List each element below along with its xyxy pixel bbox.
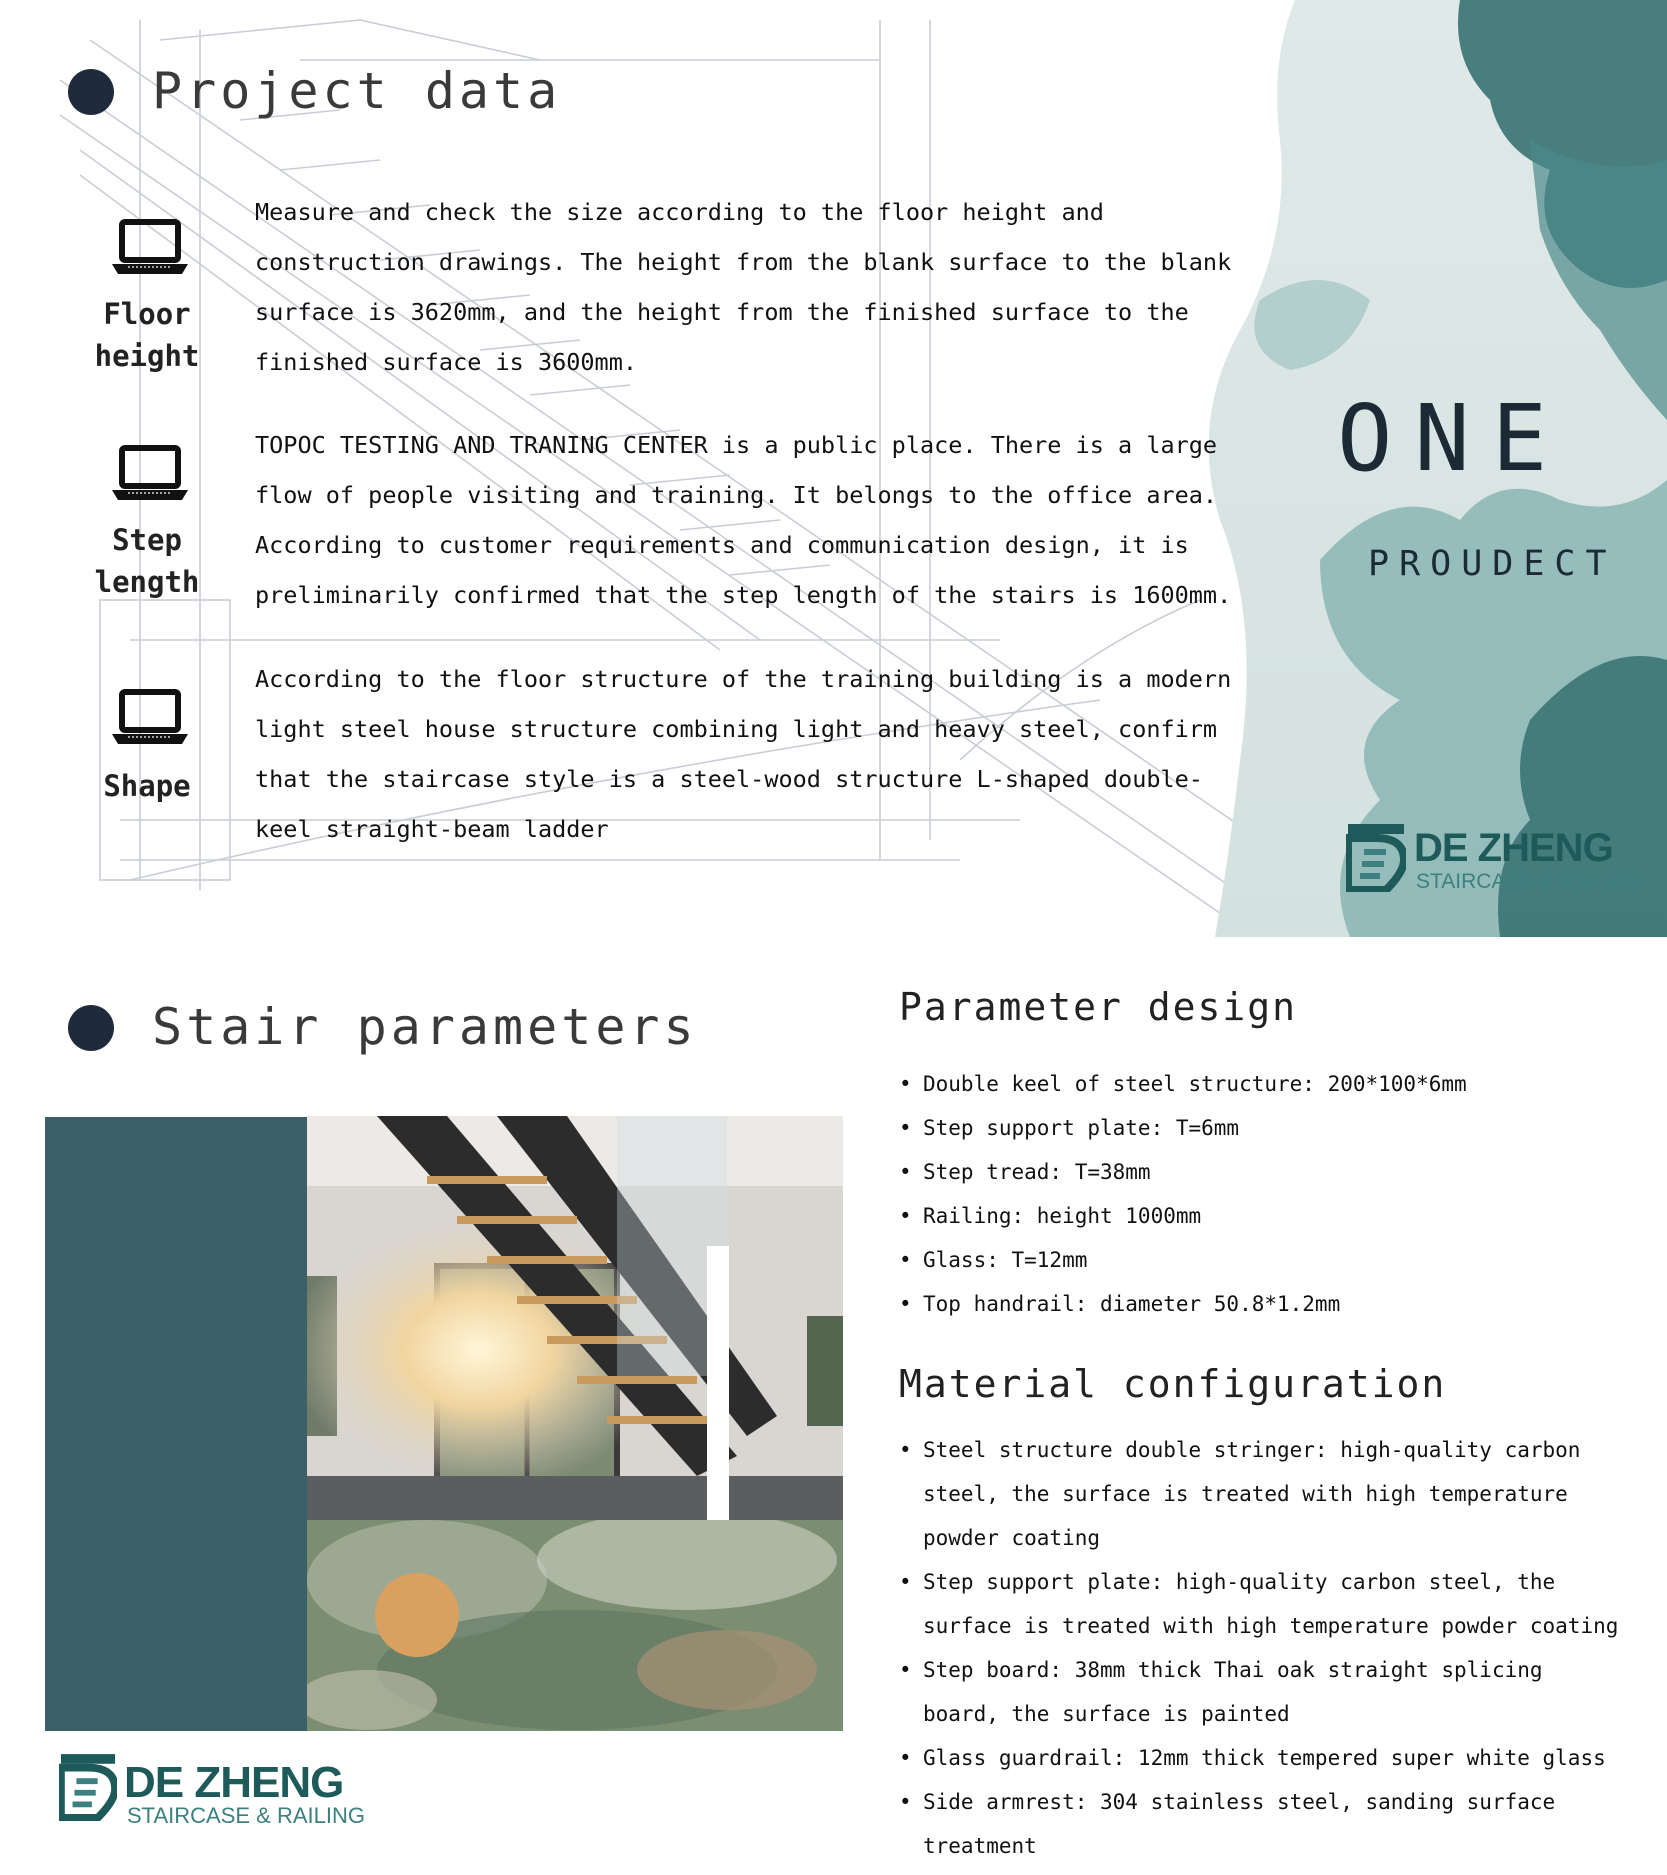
- one-word: ONE: [1337, 385, 1570, 492]
- brand-tagline-top: STAIRCASE & RAILING: [1416, 870, 1644, 893]
- parameter-design-list: [899, 1062, 1619, 1326]
- label-line: Floor: [103, 297, 191, 331]
- list-item: • Step support plate: T=6mm: [899, 1106, 1619, 1150]
- laptop-icon: [110, 444, 190, 504]
- step-length-label: [67, 519, 227, 603]
- floor-height-label: [67, 293, 227, 377]
- laptop-icon: [110, 688, 190, 748]
- list-item: • Side armrest: 304 stainless steel, sanding surface treatment: [899, 1780, 1619, 1868]
- brand-name-bottom: DE ZHENG: [124, 1758, 344, 1807]
- stair-photo: [307, 1116, 843, 1520]
- material-configuration-heading: Material configuration: [899, 1362, 1447, 1406]
- floor-height-text: Measure and check the size according to the floor height and construction drawings. The height from the blank surface to the blank surface is 3620mm, and the height from the finished surface to the finished surface is 3600mm.: [255, 198, 1232, 376]
- list-item: • Steel structure double stringer: high-quality carbon steel, the surface is treated with high temperature powder coating: [899, 1428, 1619, 1560]
- section-bullet-dot: [68, 1005, 114, 1051]
- brand-tagline-bottom: STAIRCASE & RAILING: [127, 1803, 365, 1828]
- project-data-title: Project data: [152, 62, 562, 120]
- label-line: Shape: [103, 769, 191, 803]
- list-item: • Double keel of steel structure: 200*100*6mm: [899, 1062, 1619, 1106]
- brand-name-top: DE ZHENG: [1414, 826, 1613, 870]
- label-line: length: [94, 565, 200, 599]
- list-item: • Top handrail: diameter 50.8*1.2mm: [899, 1282, 1619, 1326]
- laptop-icon: [110, 218, 190, 278]
- dezheng-logo-icon: [1346, 822, 1406, 892]
- list-item: • Railing: height 1000mm: [899, 1194, 1619, 1238]
- list-item: • Step board: 38mm thick Thai oak straight splicing board, the surface is painted: [899, 1648, 1619, 1736]
- list-item: • Glass: T=12mm: [899, 1238, 1619, 1282]
- list-item: • Glass guardrail: 12mm thick tempered super white glass: [899, 1736, 1619, 1780]
- list-item: • Step tread: T=38mm: [899, 1150, 1619, 1194]
- label-line: Step: [112, 523, 182, 557]
- list-item: • Step support plate: high-quality carbon steel, the surface is treated with high temperature powder coating: [899, 1560, 1619, 1648]
- step-length-text: TOPOC TESTING AND TRANING CENTER is a public place. There is a large flow of people visiting and training. It belongs to the office area. According to customer requirements and communication design, it is preliminarily confirmed that the step length of the stairs is 1600mm.: [255, 431, 1232, 609]
- material-configuration-list: [899, 1428, 1619, 1868]
- marble-texture: [307, 1520, 843, 1731]
- teal-color-block: [45, 1117, 310, 1731]
- shape-label: [67, 765, 227, 807]
- shape-text: According to the floor structure of the training building is a modern light steel house structure combining light and heavy steel, confirm that the staircase style is a steel-wood structure L-shaped double-keel straight-beam ladder: [255, 665, 1232, 843]
- label-line: height: [94, 339, 200, 373]
- dezheng-logo-icon: [59, 1751, 117, 1821]
- section-bullet-dot: [68, 69, 114, 115]
- proudect-word: PROUDECT: [1368, 544, 1617, 584]
- stair-parameters-title: Stair parameters: [152, 998, 698, 1056]
- parameter-design-heading: Parameter design: [899, 985, 1298, 1029]
